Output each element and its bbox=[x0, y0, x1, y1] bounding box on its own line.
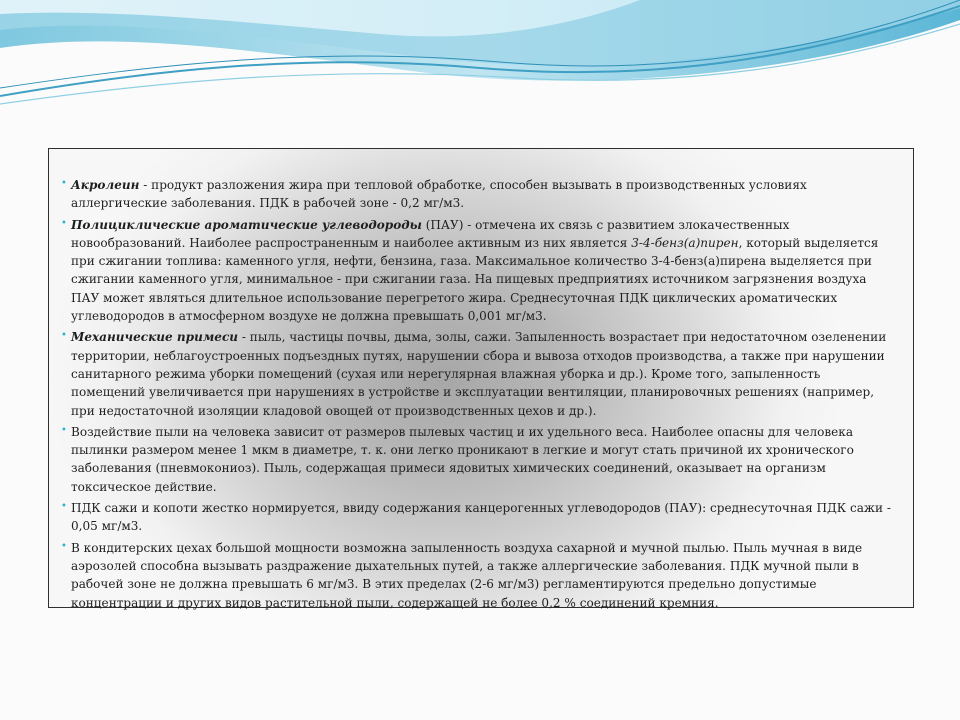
bullet-icon: • bbox=[61, 424, 67, 436]
item-text: - пыль, частицы почвы, дыма, золы, сажи. Запыленность возрастает при недостаточном озеленении территории, неблагоустроенных подъездных путях, нарушении сбора и вывоза отходов производства, а также при нарушении санитарного режима уборки помещений (сухая или нерегулярная влажная уборка и др.). Кроме того, запыленность помещений увеличивается при нарушениях в устройстве и эксплуатации вентиляции, планировочных решениях (например, при недостаточной изоляции кладовой овощей от производственных цехов и др.). bbox=[71, 330, 887, 418]
term-suffix: (ПАУ) bbox=[421, 217, 464, 232]
item-emphasis: 3-4-бенз(а)пирен bbox=[631, 235, 739, 250]
term-label: Полициклические ароматические углеводороды bbox=[71, 217, 422, 232]
bullet-icon: • bbox=[61, 501, 67, 513]
term-label: Акролеин bbox=[71, 178, 140, 192]
list-item-flour-dust bbox=[61, 539, 893, 612]
bullet-list bbox=[61, 176, 893, 612]
item-text: Воздействие пыли на человека зависит от размеров пылевых частиц и их удельного веса. Наиболее опасны для человека пылинки размером менее 1 мкм в диаметре, т. к. они легко проникают в легкие и могут стать причиной их хронического заболевания (пневмокониоз). Пыль, содержащая примеси ядовитых химических соединений, оказывает на организм токсическое действие. bbox=[71, 424, 854, 494]
item-text: - продукт разложения жира при тепловой обработке, способен вызывать в производственных условиях аллергические заболевания. ПДК в рабочей зоне - 0,2 мг/м3. bbox=[71, 178, 807, 211]
bullet-icon: • bbox=[61, 540, 67, 552]
list-item-pah bbox=[61, 216, 893, 326]
header-wave-decoration bbox=[0, 0, 960, 110]
bullet-icon: • bbox=[61, 217, 67, 229]
list-item-acrolein bbox=[61, 176, 893, 213]
list-item-soot bbox=[61, 499, 893, 536]
list-item-mechanical-impurities bbox=[61, 328, 893, 419]
item-text: ПДК сажи и копоти жестко нормируется, ввиду содержания канцерогенных углеводородов (ПАУ): среднесуточная ПДК сажи - 0,05 мг/м3. bbox=[71, 501, 891, 534]
list-item-dust-effect bbox=[61, 423, 893, 496]
item-text: - отмечена их связь с развитием злокачественных новообразований. Наиболее распространенным и наиболее активным из них является bbox=[71, 217, 790, 250]
term-label: Механические примеси bbox=[71, 330, 239, 345]
bullet-icon: • bbox=[61, 330, 67, 342]
bullet-icon: • bbox=[61, 178, 67, 189]
content-panel bbox=[48, 148, 914, 608]
item-text: В кондитерских цехах большой мощности возможна запыленность воздуха сахарной и мучной пылью. Пыль мучная в виде аэрозолей способна вызывать раздражение дыхательных путей, а также аллергические заболевания. ПДК мучной пыли в рабочей зоне не должна превышать 6 мг/м3. В этих пределах (2-6 мг/м3) регламентируются предельно допустимые концентрации и других видов растительной пыли, содержащей не более 0,2 % соединений кремния. bbox=[71, 540, 863, 610]
item-text: , который выделяется при сжигании топлива: каменного угля, нефти, бензина, газа. Максимальное количество 3-4-бенз(а)пирена выделяется при сжигании каменного угля, минимальное - при сжигании газа. На пищевых предприятиях источником загрязнения воздуха ПАУ может являться длительное использование перегретого жира. Среднесуточная ПДК циклических ароматических углеводородов в атмосферном воздухе не должна превышать 0,001 мг/м3. bbox=[71, 235, 879, 324]
